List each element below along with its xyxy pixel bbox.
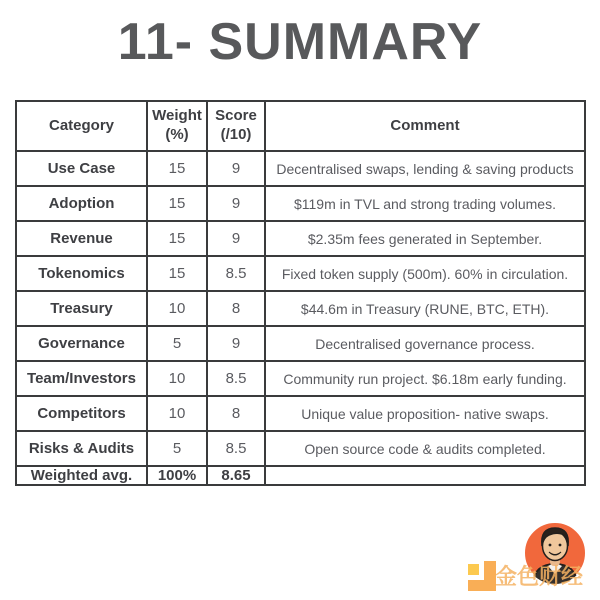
table-row: [16, 361, 585, 396]
weight-cell: 15: [147, 151, 207, 186]
weight-cell: 15: [147, 186, 207, 221]
comment-cell: Unique value proposition- native swaps.: [265, 396, 585, 431]
category-cell: Governance: [16, 326, 147, 361]
table-row: [16, 396, 585, 431]
score-cell: 8.5: [207, 256, 265, 291]
table-row: [16, 291, 585, 326]
comment-cell: Open source code & audits completed.: [265, 431, 585, 466]
summary-table: [15, 100, 586, 486]
score-cell: 9: [207, 221, 265, 256]
header-row: [16, 101, 585, 151]
jinse-logo-icon: [468, 561, 498, 592]
comment-cell: Community run project. $6.18m early funding.: [265, 361, 585, 396]
table-row: [16, 151, 585, 186]
weight-cell: 15: [147, 221, 207, 256]
score-cell: 8.5: [207, 431, 265, 466]
footer-score-cell: 8.65: [207, 466, 265, 485]
col-header-score: Score (/10): [207, 101, 265, 151]
page-title: 11- SUMMARY: [117, 13, 483, 71]
score-cell: 8: [207, 396, 265, 431]
score-cell: 8.5: [207, 361, 265, 396]
weighted-avg-row: [16, 466, 585, 485]
comment-cell: $119m in TVL and strong trading volumes.: [265, 186, 585, 221]
table-row: [16, 186, 585, 221]
col-header-comment: Comment: [265, 101, 585, 151]
col-header-weight: Weight (%): [147, 101, 207, 151]
category-cell: Risks & Audits: [16, 431, 147, 466]
weight-cell: 5: [147, 431, 207, 466]
brand-text: 金色财经: [495, 564, 584, 589]
weight-cell: 10: [147, 361, 207, 396]
score-cell: 9: [207, 326, 265, 361]
comment-cell: $44.6m in Treasury (RUNE, BTC, ETH).: [265, 291, 585, 326]
category-cell: Revenue: [16, 221, 147, 256]
weight-cell: 10: [147, 291, 207, 326]
footer-comment-cell: [265, 466, 585, 485]
footer-weight-cell: 100%: [147, 466, 207, 485]
comment-cell: Fixed token supply (500m). 60% in circulation.: [265, 256, 585, 291]
weight-cell: 10: [147, 396, 207, 431]
table-row: [16, 256, 585, 291]
table-body: [16, 151, 585, 466]
category-cell: Treasury: [16, 291, 147, 326]
category-cell: Use Case: [16, 151, 147, 186]
table-row: [16, 326, 585, 361]
comment-cell: $2.35m fees generated in September.: [265, 221, 585, 256]
footer-category-cell: Weighted avg.: [16, 466, 147, 485]
table-row: [16, 431, 585, 466]
table-row: [16, 221, 585, 256]
weight-cell: 5: [147, 326, 207, 361]
score-cell: 8: [207, 291, 265, 326]
category-cell: Competitors: [16, 396, 147, 431]
weight-cell: 15: [147, 256, 207, 291]
score-cell: 9: [207, 151, 265, 186]
category-cell: Team/Investors: [16, 361, 147, 396]
category-cell: Tokenomics: [16, 256, 147, 291]
score-cell: 9: [207, 186, 265, 221]
comment-cell: Decentralised governance process.: [265, 326, 585, 361]
category-cell: Adoption: [16, 186, 147, 221]
col-header-category: Category: [16, 101, 147, 151]
watermark: [468, 520, 590, 594]
comment-cell: Decentralised swaps, lending & saving products: [265, 151, 585, 186]
